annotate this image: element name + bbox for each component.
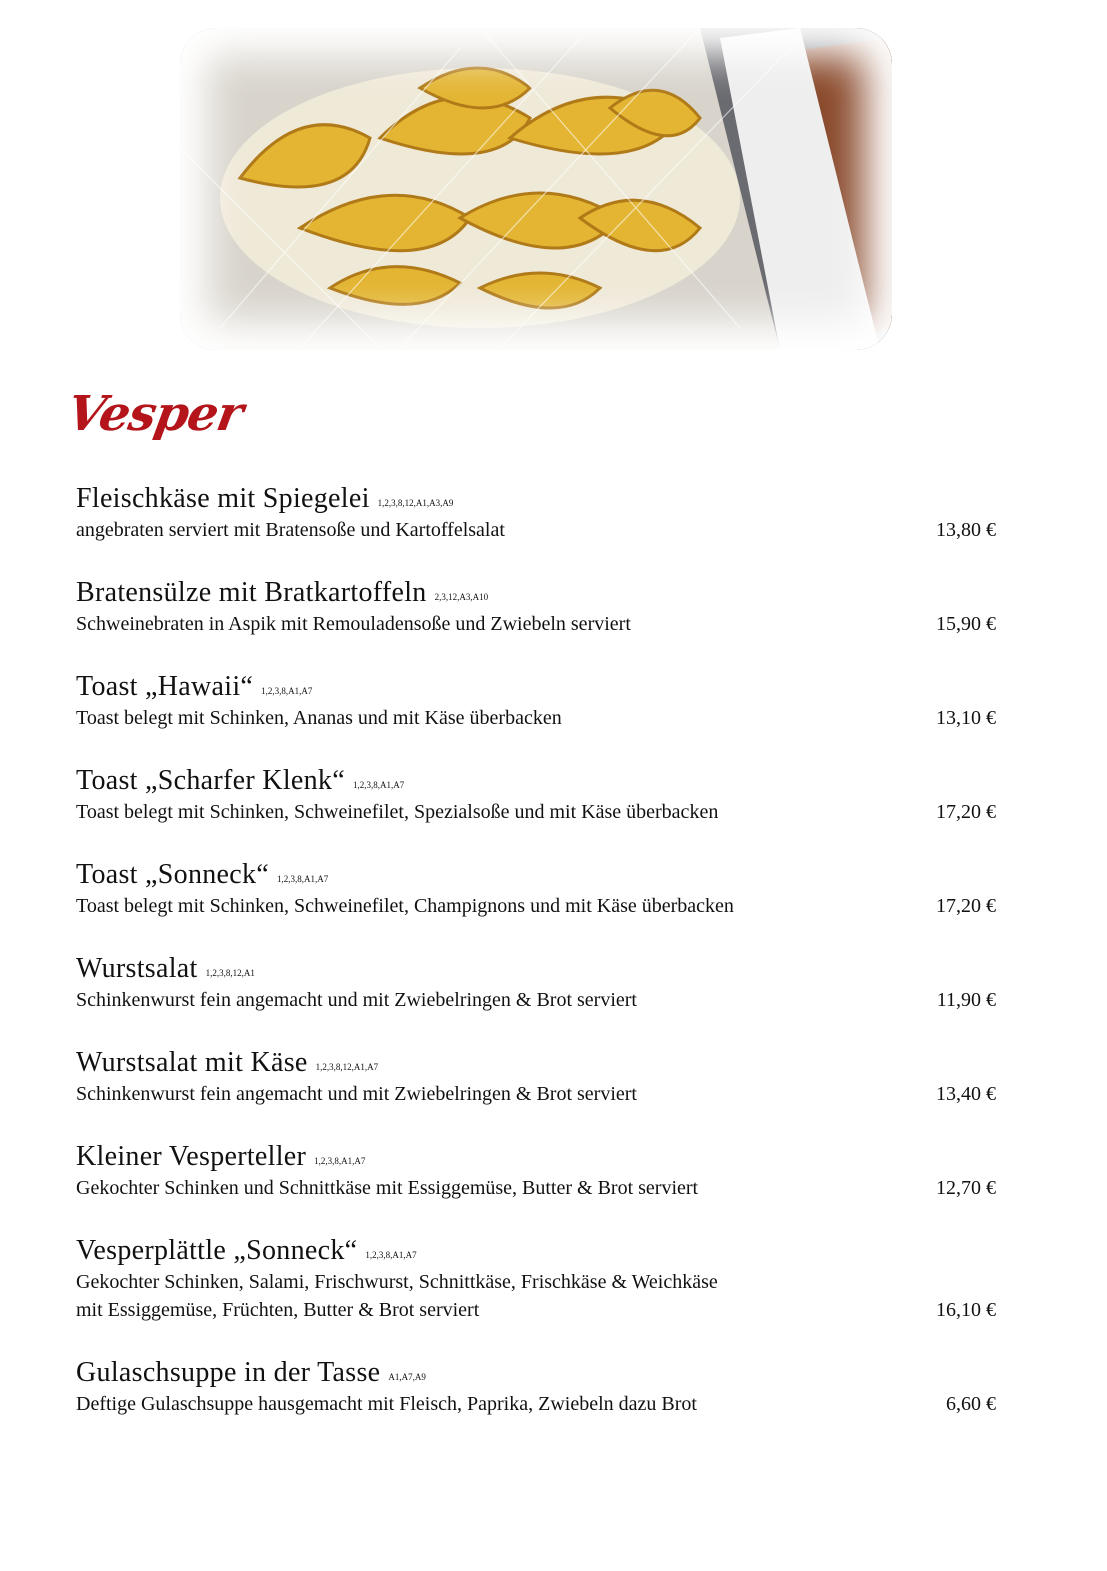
item-title: Wurstsalat: [76, 953, 198, 984]
fries-photo: [180, 28, 892, 350]
item-name: [76, 1234, 996, 1268]
item-name: [76, 670, 996, 704]
menu-item: [76, 1140, 996, 1202]
allergen-codes: 1,2,3,8,A1,A7: [365, 1250, 417, 1260]
allergen-codes: 1,2,3,8,A1,A7: [352, 780, 405, 790]
item-description: Gekochter Schinken, Salami, Frischwurst, Schnittkäse, Frischkäse & Weichkäse: [76, 1271, 718, 1293]
item-description: mit Essiggemüse, Früchten, Butter & Brot serviert: [76, 1299, 480, 1321]
allergen-codes: 1,2,3,8,12,A1: [205, 968, 255, 978]
menu-list: [76, 482, 996, 1450]
allergen-codes: 1,2,3,8,A1,A7: [314, 1156, 366, 1166]
menu-item: [76, 576, 996, 638]
item-description: Schinkenwurst fein angemacht und mit Zwiebelringen & Brot serviert: [76, 1083, 637, 1105]
item-title: Vesperplättle „Sonneck“: [76, 1235, 358, 1266]
menu-item: [76, 482, 996, 544]
item-price: 11,90 €: [936, 989, 996, 1011]
allergen-codes: 1,2,3,8,12,A1,A7: [315, 1062, 379, 1072]
item-name: [76, 1140, 996, 1174]
item-name: [76, 952, 996, 986]
item-description: Toast belegt mit Schinken, Ananas und mit Käse überbacken: [76, 707, 562, 729]
item-title: Gulaschsuppe in der Tasse: [76, 1357, 381, 1388]
menu-item: [76, 670, 996, 732]
item-price: 15,90 €: [936, 613, 996, 635]
item-price: 12,70 €: [936, 1177, 996, 1199]
item-price: 13,10 €: [936, 707, 996, 729]
menu-item: [76, 764, 996, 826]
menu-item: [76, 952, 996, 1014]
allergen-codes: 2,3,12,A3,A10: [434, 592, 489, 602]
allergen-codes: A1,A7,A9: [388, 1372, 426, 1382]
item-title: Toast „Scharfer Klenk“: [76, 765, 345, 796]
allergen-codes: 1,2,3,8,A1,A7: [261, 686, 313, 696]
item-price: 16,10 €: [936, 1299, 996, 1321]
item-price: 6,60 €: [946, 1393, 996, 1415]
item-name: [76, 858, 996, 892]
item-name: [76, 1356, 996, 1390]
item-description: Schinkenwurst fein angemacht und mit Zwiebelringen & Brot serviert: [76, 989, 637, 1011]
item-price: 13,40 €: [936, 1083, 996, 1105]
item-name: [76, 576, 996, 610]
item-price: 17,20 €: [936, 895, 996, 917]
item-title: Toast „Hawaii“: [76, 671, 254, 702]
fries-photo-icon: [180, 28, 892, 350]
item-title: Toast „Sonneck“: [76, 859, 270, 890]
item-description: Schweinebraten in Aspik mit Remouladensoße und Zwiebeln serviert: [76, 613, 631, 635]
menu-item: [76, 1356, 996, 1418]
item-description: Deftige Gulaschsuppe hausgemacht mit Fleisch, Paprika, Zwiebeln dazu Brot: [76, 1393, 697, 1415]
menu-item: [76, 1234, 996, 1324]
item-title: Wurstsalat mit Käse: [76, 1047, 308, 1078]
section-title: Vesper: [63, 386, 247, 442]
allergen-codes: 1,2,3,8,12,A1,A3,A9: [377, 498, 454, 508]
item-title: Fleischkäse mit Spiegelei: [76, 483, 370, 514]
item-description: Gekochter Schinken und Schnittkäse mit Essiggemüse, Butter & Brot serviert: [76, 1177, 699, 1199]
item-name: [76, 764, 996, 798]
menu-item: [76, 858, 996, 920]
item-name: [76, 1046, 996, 1080]
item-price: 13,80 €: [936, 519, 996, 541]
item-description: Toast belegt mit Schinken, Schweinefilet, Spezialsoße und mit Käse überbacken: [76, 801, 719, 823]
allergen-codes: 1,2,3,8,A1,A7: [277, 874, 329, 884]
item-description: angebraten serviert mit Bratensoße und Kartoffelsalat: [76, 519, 505, 541]
item-description: Toast belegt mit Schinken, Schweinefilet, Champignons und mit Käse überbacken: [76, 895, 734, 917]
item-name: [76, 482, 996, 516]
menu-item: [76, 1046, 996, 1108]
item-title: Bratensülze mit Bratkartoffeln: [76, 577, 427, 608]
item-title: Kleiner Vesperteller: [76, 1141, 307, 1172]
item-price: 17,20 €: [936, 801, 996, 823]
